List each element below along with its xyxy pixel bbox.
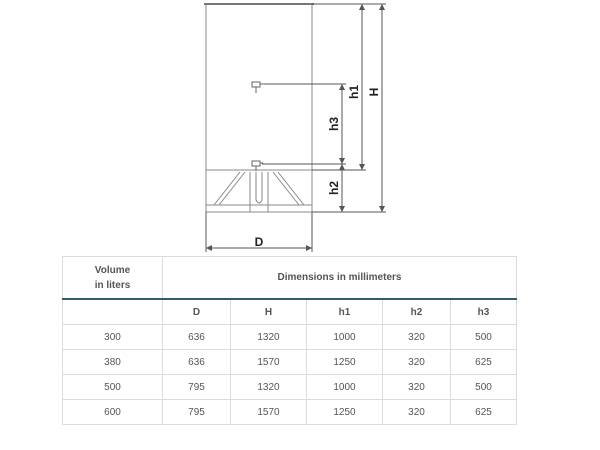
- table-row: [63, 375, 517, 400]
- cell-h1: 1000: [307, 375, 383, 400]
- table-row: [63, 400, 517, 425]
- label-d: D: [254, 235, 264, 249]
- cell-h: 1320: [231, 325, 307, 350]
- cell-volume: 500: [63, 375, 163, 400]
- cell-h: 1570: [231, 400, 307, 425]
- label-h2: h2: [327, 180, 341, 196]
- cell-d: 795: [163, 375, 231, 400]
- dimension-h: [312, 4, 386, 212]
- column-header-h2: h2: [383, 299, 451, 325]
- cell-h2: 320: [383, 375, 451, 400]
- column-header-d: D: [163, 299, 231, 325]
- table-header-row: [63, 257, 517, 300]
- cell-h3: 500: [451, 325, 517, 350]
- upper-tap-icon: [252, 82, 264, 93]
- label-h1: h1: [347, 84, 361, 100]
- cell-d: 636: [163, 325, 231, 350]
- dimensions-header: Dimensions in millimeters: [163, 257, 517, 300]
- cell-volume: 600: [63, 400, 163, 425]
- volume-header-line1: Volume: [94, 264, 131, 276]
- cell-h2: 320: [383, 325, 451, 350]
- volume-header: [63, 257, 163, 300]
- cell-h2: 320: [383, 400, 451, 425]
- cell-h3: 500: [451, 375, 517, 400]
- label-h3: h3: [327, 116, 341, 132]
- cell-h3: 625: [451, 400, 517, 425]
- cell-h: 1320: [231, 375, 307, 400]
- cell-volume: 300: [63, 325, 163, 350]
- outlet-pipe: [256, 172, 262, 203]
- cell-h1: 1250: [307, 400, 383, 425]
- dimension-arrows: [206, 4, 385, 251]
- cell-h1: 1250: [307, 350, 383, 375]
- cell-h3: 625: [451, 350, 517, 375]
- tank-stand: [206, 172, 312, 212]
- label-h: H: [367, 87, 381, 97]
- column-header-h3: h3: [451, 299, 517, 325]
- cell-d: 795: [163, 400, 231, 425]
- cell-h1: 1000: [307, 325, 383, 350]
- column-header-row: [63, 299, 517, 325]
- table-row: [63, 325, 517, 350]
- column-header-h1: h1: [307, 299, 383, 325]
- tank-body: [206, 4, 312, 212]
- cell-d: 636: [163, 350, 231, 375]
- dimensions-table: [62, 256, 517, 425]
- column-header-blank: [63, 299, 163, 325]
- column-header-h: H: [231, 299, 307, 325]
- cell-h: 1570: [231, 350, 307, 375]
- cell-h2: 320: [383, 350, 451, 375]
- table-row: [63, 350, 517, 375]
- volume-header-line2: in liters: [94, 279, 131, 291]
- cell-volume: 380: [63, 350, 163, 375]
